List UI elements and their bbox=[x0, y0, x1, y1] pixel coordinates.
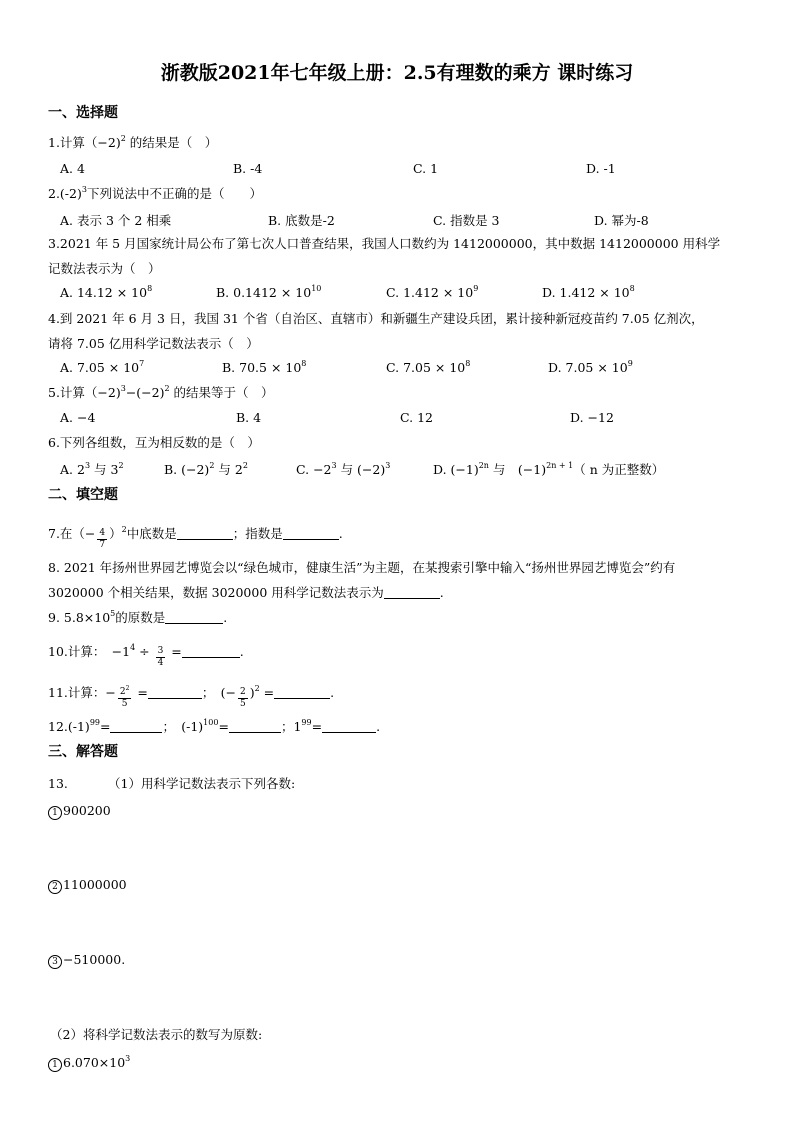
question-1-option-a: A. 4 bbox=[60, 161, 85, 176]
question-4-option-a: A. $7.05 \times 10^7$ bbox=[60, 359, 145, 375]
question-13-item-3: 3 −510000. bbox=[48, 951, 125, 969]
section-heading-answer: 三、解答题 bbox=[48, 744, 118, 760]
question-11: 11.计算：− $\frac{2^2}{5}$ = ； (− $\frac{2}{5}$ )$^2$ = . bbox=[48, 684, 335, 709]
question-2-option-a: A. 表示 3 个 2 相乘 bbox=[60, 213, 172, 228]
question-4-stem-line2: 请将 7.05 亿用科学记数法表示（ ） bbox=[48, 336, 259, 351]
question-4-option-c: C. $7.05 \times 10^8$ bbox=[386, 359, 471, 375]
question-6-stem: 6.下列各组数，互为相反数的是（ ） bbox=[48, 435, 260, 450]
question-4-option-d: D. $7.05 \times 10^9$ bbox=[548, 359, 633, 375]
answer-blank[interactable] bbox=[165, 611, 223, 624]
question-2-stem: $2.(-2)^3$下列说法中不正确的是（ ） bbox=[48, 185, 262, 201]
answer-blank[interactable] bbox=[229, 720, 281, 733]
question-7: 7.在（− $\frac{4}{7}$ ）$^2$中底数是 ；指数是 . bbox=[48, 525, 343, 550]
question-4-stem-line1: 4.到 2021 年 6 月 3 日，我国 31 个省（自治区、直辖市）和新疆生产建设兵团，累计接种新冠疫苗约 7.05 亿剂次， bbox=[48, 311, 704, 326]
question-6-option-a: A. $2^3$ 与 $3^2$ bbox=[60, 461, 124, 477]
circled-number: 1 bbox=[48, 806, 62, 820]
question-13-part-2-item-1: 1 $6.070\times 10^3$ bbox=[48, 1054, 130, 1072]
question-2-option-d: D. 幂为-8 bbox=[594, 213, 649, 228]
question-5-option-b: B. 4 bbox=[236, 410, 262, 425]
circled-number: 2 bbox=[48, 880, 62, 894]
question-13-part-1: （1）用科学记数法表示下列各数: bbox=[108, 776, 296, 791]
answer-blank[interactable] bbox=[148, 686, 202, 699]
circled-number: 3 bbox=[48, 955, 62, 969]
question-2-option-b: B. 底数是-2 bbox=[268, 213, 335, 228]
question-6-option-b: B. $(-2)^2$ 与 $2^2$ bbox=[164, 461, 248, 477]
answer-blank[interactable] bbox=[384, 586, 440, 599]
answer-blank[interactable] bbox=[283, 527, 339, 540]
question-1-option-b: B. -4 bbox=[233, 161, 263, 176]
question-10: 10.计算： $-1^4$ ÷ $\frac{3}{4}$ = . bbox=[48, 643, 244, 668]
fraction: $\frac{2}{5}$ bbox=[239, 687, 246, 709]
question-3-option-a: A. $14.12 \times 10^8$ bbox=[60, 284, 153, 300]
question-2-option-c: C. 指数是 3 bbox=[433, 213, 500, 228]
section-heading-fill: 二、填空题 bbox=[48, 487, 118, 503]
answer-blank[interactable] bbox=[182, 645, 240, 658]
page-title: 浙教版2021年七年级上册：2.5有理数的乘方 课时练习 bbox=[160, 62, 634, 84]
answer-blank[interactable] bbox=[274, 686, 330, 699]
question-5-option-c: C. 12 bbox=[400, 410, 433, 425]
question-1-option-d: D. -1 bbox=[586, 161, 616, 176]
question-4-option-b: B. $70.5 \times 10^8$ bbox=[222, 359, 307, 375]
question-9: 9. $5.8\times 10^5$的原数是 . bbox=[48, 609, 228, 625]
question-13-part-2: （2）将科学记数法表示的数写为原数: bbox=[50, 1027, 263, 1042]
question-3-stem-line2: 记数法表示为（ ） bbox=[48, 261, 161, 276]
question-3-option-c: C. $1.412 \times 10^9$ bbox=[386, 284, 479, 300]
question-1-stem: 1.计算（−2)$^2$ 的结果是（ ） bbox=[48, 134, 218, 150]
question-6-option-d: D. $(-1)^{2n}$ 与 $(-1)^{2n + 1}$（ n 为正整数） bbox=[433, 461, 665, 477]
answer-blank[interactable] bbox=[177, 527, 233, 540]
fraction: $\frac{4}{7}$ bbox=[99, 528, 106, 550]
answer-blank[interactable] bbox=[322, 720, 376, 733]
question-13-number: 13. bbox=[48, 776, 68, 791]
answer-blank[interactable] bbox=[110, 720, 162, 733]
fraction: $\frac{2^2}{5}$ bbox=[119, 685, 130, 709]
question-8-line1: 8. 2021 年扬州世界园艺博览会以“绿色城市，健康生活”为主题，在某搜索引擎中输入“扬州世界园艺博览会”约有 bbox=[48, 560, 676, 575]
question-1-option-c: C. 1 bbox=[413, 161, 439, 176]
fraction: $\frac{3}{4}$ bbox=[157, 646, 164, 668]
question-13-item-1: 1 900200 bbox=[48, 802, 111, 820]
question-13-item-2: 2 11000000 bbox=[48, 876, 127, 894]
question-5-option-a: A. −4 bbox=[60, 410, 96, 425]
question-6-option-c: C. $-2^3$ 与 $(-2)^3$ bbox=[296, 461, 391, 477]
question-12: $12.(-1)^{99}=$ ； $(-1)^{100}=$ ；$1^{99}=$ . bbox=[48, 718, 381, 734]
question-8-line2: 3020000 个相关结果，数据 3020000 用科学记数法表示为 . bbox=[48, 585, 444, 600]
question-5-option-d: D. −12 bbox=[570, 410, 614, 425]
circled-number: 1 bbox=[48, 1058, 62, 1072]
section-heading-choice: 一、选择题 bbox=[48, 105, 118, 121]
question-5-stem: 5.计算$(-2)^3-(-2)^2$ 的结果等于（ ） bbox=[48, 384, 274, 400]
question-3-option-b: B. $0.1412 \times 10^{10}$ bbox=[216, 284, 322, 300]
question-3-stem-line1: 3.2021 年 5 月国家统计局公布了第七次人口普查结果，我国人口数约为 1412000000，其中数据 1412000000 用科学 bbox=[48, 236, 721, 251]
question-3-option-d: D. $1.412 \times 10^8$ bbox=[542, 284, 635, 300]
